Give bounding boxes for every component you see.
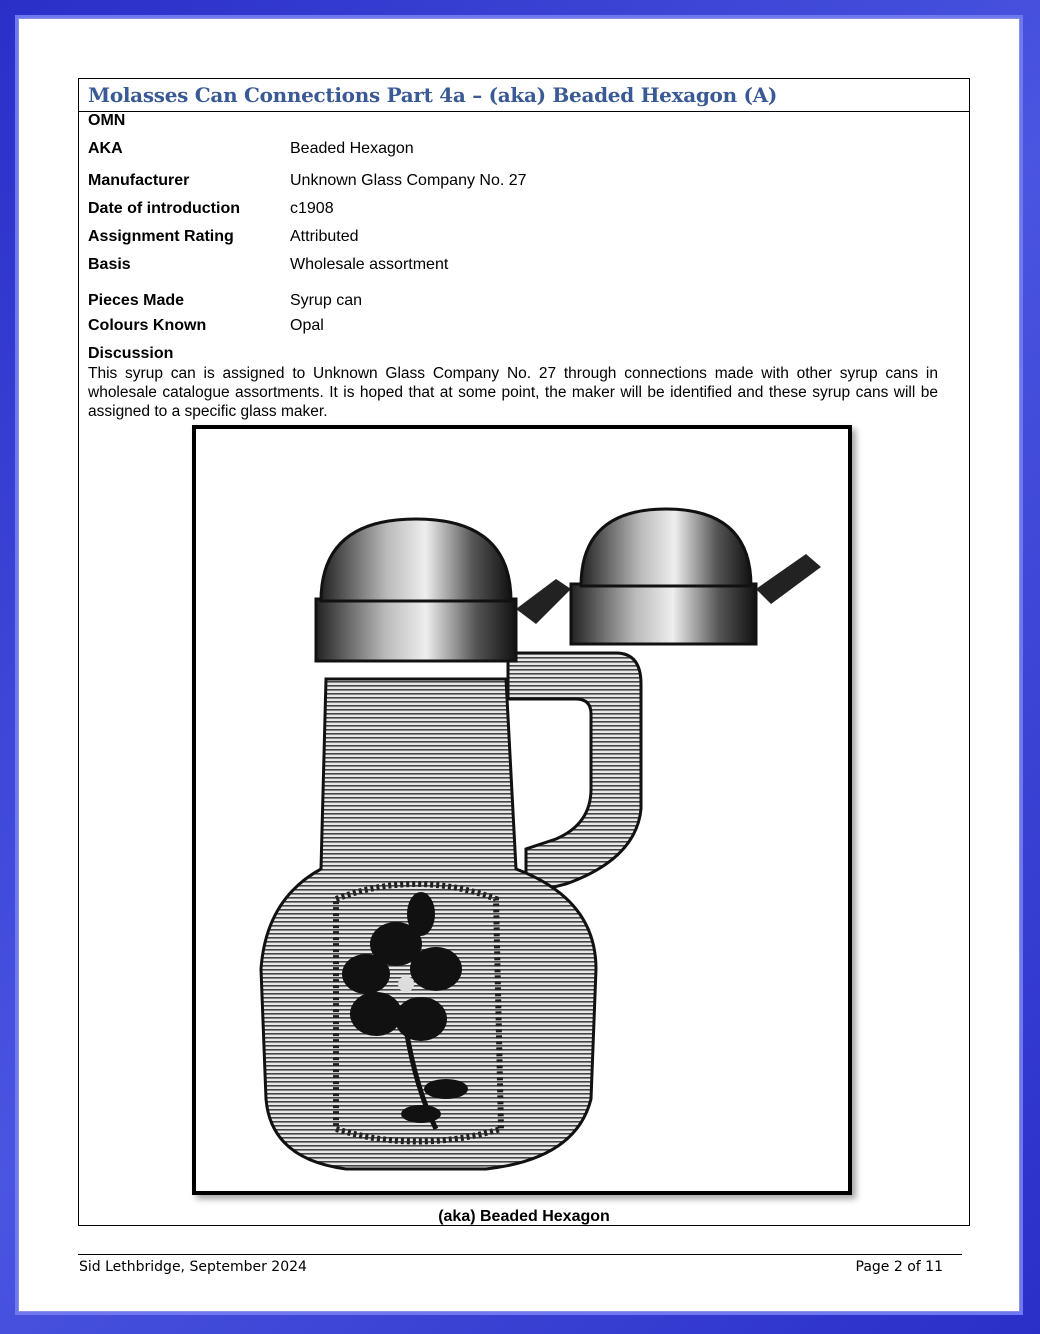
field-value-aka: Beaded Hexagon <box>290 140 414 157</box>
field-label-pieces: Pieces Made <box>88 292 185 309</box>
field-label-aka: AKA <box>88 140 123 157</box>
field-label-colours: Colours Known <box>88 317 207 334</box>
syrup-can-illustration <box>196 429 848 1191</box>
field-value-basis: Wholesale assortment <box>290 256 449 273</box>
footer-divider <box>78 1254 962 1255</box>
field-value-pieces: Syrup can <box>290 292 363 309</box>
pattern-record-table <box>78 78 970 1226</box>
field-label-basis: Basis <box>88 256 131 273</box>
field-value-colours: Opal <box>290 317 324 334</box>
field-value-rating: Attributed <box>290 228 359 245</box>
title-bar <box>79 79 969 112</box>
field-value-manufacturer: Unknown Glass Company No. 27 <box>290 172 527 189</box>
figure-caption: (aka) Beaded Hexagon <box>438 1208 610 1225</box>
footer-author: Sid Lethbridge, September 2024 <box>79 1259 307 1275</box>
discussion-label: Discussion <box>88 345 174 362</box>
discussion-text: This syrup can is assigned to Unknown Glass Company No. 27 through connections made with other syrup cans in wholesale catalogue assortments. It is hoped that at some point, the maker will be identified and these syrup cans will be assigned to a specific glass maker. <box>88 365 938 420</box>
footer-page-number: Page 2 of 11 <box>855 1259 943 1275</box>
field-label-manufacturer: Manufacturer <box>88 172 190 189</box>
field-label-date: Date of introduction <box>88 200 240 217</box>
syrup-can-illustration-frame <box>192 425 852 1195</box>
field-value-date: c1908 <box>290 200 334 217</box>
field-label-rating: Assignment Rating <box>88 228 234 245</box>
page <box>18 18 1020 1312</box>
field-label-omn: OMN <box>88 112 126 129</box>
document-title: Molasses Can Connections Part 4a – (aka) Beaded Hexagon (A) <box>88 83 778 107</box>
